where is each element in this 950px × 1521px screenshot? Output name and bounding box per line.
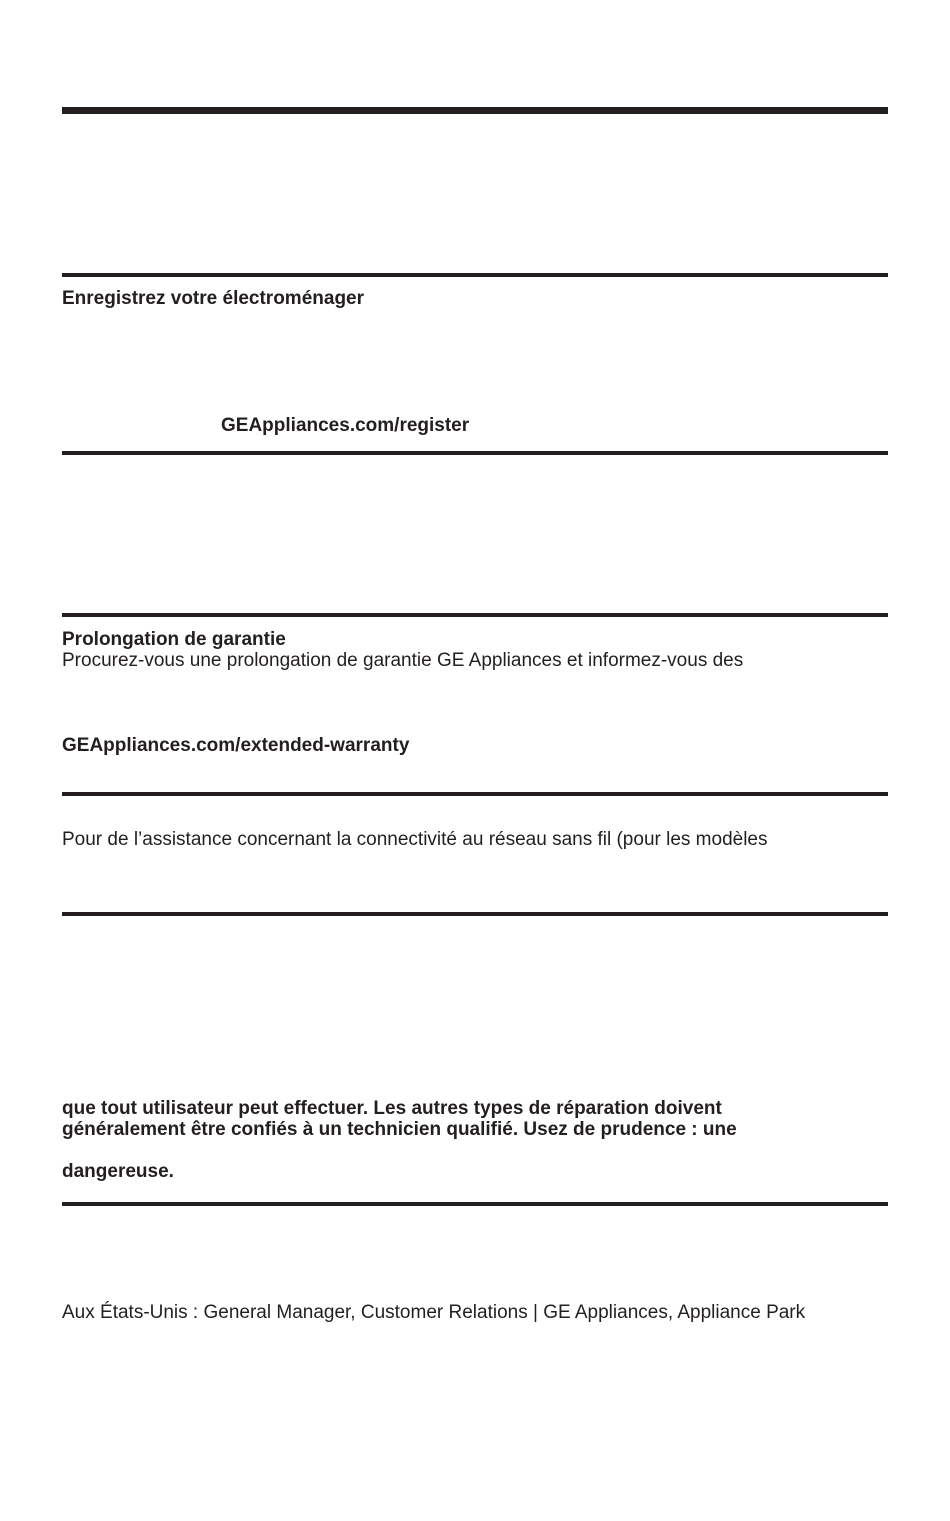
warranty-heading: Prolongation de garantie [62,629,286,650]
connectivity-section-end-divider [62,912,888,916]
connectivity-body-text: Pour de l’assistance concernant la connectivité au réseau sans fil (pour les modèles [62,829,768,850]
register-link[interactable]: GEAppliances.com/register [221,415,470,436]
register-section-end-divider [62,451,888,455]
repairs-text-line-1: que tout utilisateur peut effectuer. Les autres types de réparation doivent [62,1098,722,1119]
warranty-section-end-divider [62,792,888,796]
repairs-text-line-2: généralement être confiés à un technicien qualifié. Usez de prudence : une [62,1119,737,1140]
warranty-link[interactable]: GEAppliances.com/extended-warranty [62,735,410,756]
repairs-section-end-divider [62,1202,888,1206]
top-divider [62,107,888,114]
contact-address-text: Aux États-Unis : General Manager, Customer Relations | GE Appliances, Appliance Park [62,1302,806,1323]
repairs-text-line-3: dangereuse. [62,1161,174,1182]
register-section-divider [62,273,888,277]
register-heading: Enregistrez votre électroménager [62,288,365,309]
warranty-body-text: Procurez-vous une prolongation de garantie GE Appliances et informez-vous des [62,650,744,671]
warranty-section-divider [62,613,888,617]
